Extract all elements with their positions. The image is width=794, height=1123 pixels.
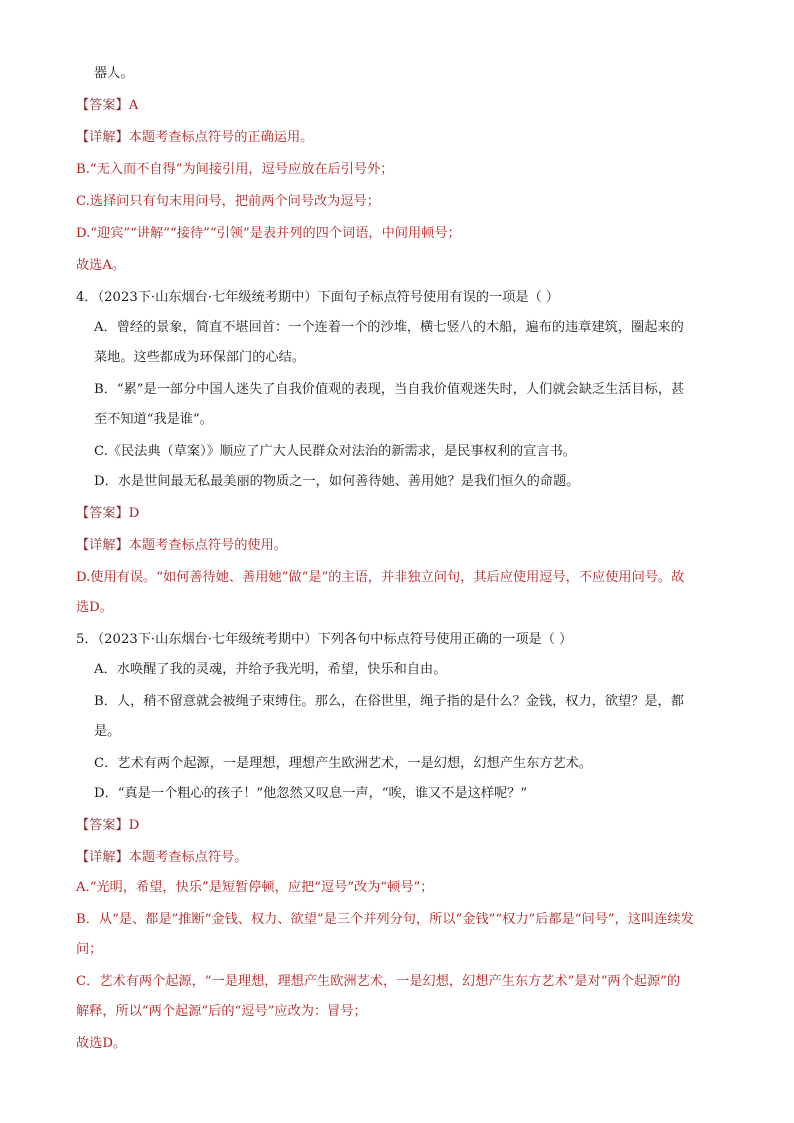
detail-line: D.使用有误。“如何善待她、善用她”做“是”的主语，并非独立问句，其后应使用逗号，不应使用问号。故	[76, 570, 685, 585]
answer-label: 【答案】	[76, 818, 129, 833]
q4-answer	[76, 504, 139, 524]
prev-detail	[76, 128, 313, 148]
detail-line: 解释，所以“两个起源”后的“逗号”应改为：冒号；	[76, 1004, 367, 1019]
answer-value: D	[128, 818, 140, 833]
q5-option-b-cont: 是。	[94, 724, 121, 739]
prev-tail-text: 器人。	[94, 66, 134, 81]
q4-option-b-cont: 至不知道“我是谁”。	[94, 412, 213, 427]
q4-option-b: B．“累”是一部分中国人迷失了自我价值观的表现，当自我价值观迷失时，人们就会缺乏生活目标，甚	[94, 382, 685, 397]
detail-line: 选D。	[76, 600, 113, 615]
prev-answer	[76, 96, 138, 116]
detail-label: 【详解】	[76, 538, 129, 553]
detail-line: B.“无入而不自得”为间接引用，逗号应放在后引号外；	[76, 162, 394, 177]
detail-line: 故选A。	[76, 258, 126, 273]
answer-value: A	[128, 98, 139, 113]
detail-line: A.“光明，希望，快乐”是短暂停顿，应把“逗号”改为“顿号”；	[76, 880, 434, 895]
q5-detail	[76, 848, 247, 868]
q4-option-a: A．曾经的景象，简直不堪回首：一个连着一个的沙堆，横七竖八的木船，遍布的违章建筑，圈起来的	[94, 320, 684, 335]
detail-line: 问；	[76, 942, 103, 957]
detail-label: 【详解】	[76, 850, 129, 865]
answer-value: D	[128, 506, 140, 521]
question-4-stem: 4．（2023下·山东烟台·七年级统考期中）下面句子标点符号使用有误的一项是（ ）	[76, 290, 560, 305]
q5-option-d: D．“真是一个粗心的孩子！”他忽然又叹息一声，“唉，谁又不是这样呢？”	[94, 786, 528, 801]
answer-label: 【答案】	[76, 98, 129, 113]
q5-option-c: C．艺术有两个起源，一是理想，理想产生欧洲艺术，一是幻想，幻想产生东方艺术。	[94, 756, 593, 771]
detail-text: 本题考查标点符号的正确运用。	[128, 130, 314, 145]
detail-line: C．艺术有两个起源，“一是理想，理想产生欧洲艺术，一是幻想，幻想产生东方艺术”是对“两个起源”的	[76, 974, 681, 989]
q4-detail	[76, 536, 287, 556]
detail-line: 故选D。	[76, 1036, 127, 1051]
q5-answer	[76, 816, 139, 836]
q5-option-b: B．人，稍不留意就会被绳子束缚住。那么，在俗世里，绳子指的是什么？金钱，权力，欲望？是，都	[94, 694, 684, 709]
question-5-stem: 5．（2023下·山东烟台·七年级统考期中）下列各句中标点符号使用正确的一项是（ ）	[76, 632, 573, 647]
q4-option-d: D．水是世间最无私最美丽的物质之一，如何善待她、善用她？是我们恒久的命题。	[94, 474, 580, 489]
detail-line: D.“迎宾”“讲解”“接待”“引领”是表并列的四个词语，中间用顿号；	[76, 226, 461, 241]
answer-label: 【答案】	[76, 506, 129, 521]
detail-label: 【详解】	[76, 130, 129, 145]
detail-text: 本题考查标点符号。	[128, 850, 248, 865]
q5-option-a: A．水唤醒了我的灵魂，并给予我光明，希望，快乐和自由。	[94, 662, 447, 677]
q4-option-c: C.《民法典（草案）》顺应了广大人民群众对法治的新需求，是民事权利的宣言书。	[94, 444, 576, 459]
detail-line: B．从“是、都是”推断“金钱、权力、欲望”是三个并列分句，所以“金钱”“权力”后都是“问号”，这叫连续发	[76, 912, 694, 927]
q4-option-a-cont: 菜地。这些都成为环保部门的心结。	[94, 350, 305, 365]
detail-text: 本题考查标点符号的使用。	[128, 538, 287, 553]
detail-line: C.选择问只有句末用问号，把前两个问号改为逗号；	[76, 194, 380, 209]
